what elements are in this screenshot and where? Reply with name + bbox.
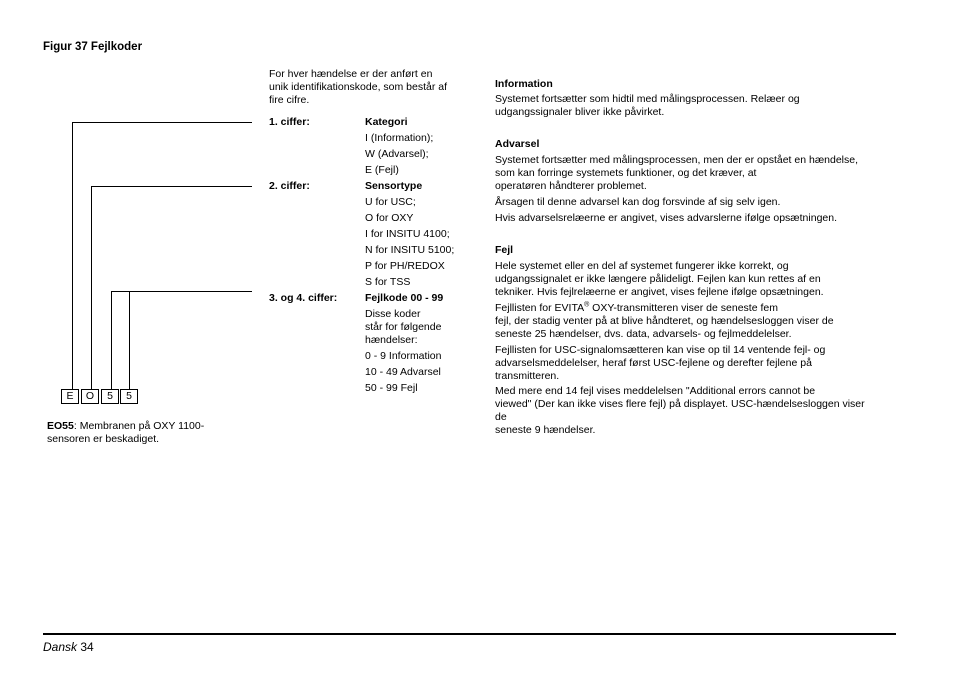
section-fejl-title: Fejl bbox=[495, 244, 514, 256]
row-1-label: 1. ciffer: bbox=[269, 116, 310, 128]
section-fejl-text bbox=[495, 302, 895, 341]
row-3-description: Disse koder står for følgende hændelser: bbox=[365, 308, 442, 346]
row-2-item: I for INSITU 4100; bbox=[365, 228, 450, 240]
connector-digit-3-vertical bbox=[111, 291, 112, 390]
example-caption bbox=[47, 420, 247, 446]
row-2-item: P for PH/REDOX bbox=[365, 260, 445, 272]
page-number: 34 bbox=[80, 640, 94, 654]
row-2-item: N for INSITU 5100; bbox=[365, 244, 455, 256]
section-advarsel-text: Hvis advarselsrelæerne er angivet, vises advarslerne ifølge opsætningen. bbox=[495, 212, 837, 224]
example-text: : Membranen på OXY 1100- sensoren er beskadiget. bbox=[47, 420, 205, 445]
section-advarsel-text: Systemet fortsætter med målingsprocessen, men der er opstået en hændelse, som kan forringe systemets funktioner, og det kræver, at operatøren håndterer problemet. bbox=[495, 154, 859, 192]
code-cell-3: 5 bbox=[101, 389, 119, 404]
fejl-p2-pre: Fejllisten for EVITA bbox=[495, 302, 585, 314]
connector-digit-2-vertical bbox=[91, 186, 92, 390]
footer-language: Dansk bbox=[43, 640, 78, 654]
connector-digit-2 bbox=[91, 186, 252, 187]
connector-digit-1-vertical bbox=[72, 122, 73, 390]
row-2-item: S for TSS bbox=[365, 276, 411, 288]
section-fejl-text: Hele systemet eller en del af systemet fungerer ikke korrekt, og udgangssignalet er ikke længere pålideligt. Fejlen kan kun rettes af en tekniker. Hvis fejlrelæerne er angivet, vises fejlene ifølge opsætningen. bbox=[495, 260, 824, 298]
code-cell-2: O bbox=[81, 389, 99, 404]
row-1-heading: Kategori bbox=[365, 116, 408, 128]
row-1-item: E (Fejl) bbox=[365, 164, 399, 176]
connector-digit-3-4 bbox=[111, 291, 252, 292]
row-3-item: 10 - 49 Advarsel bbox=[365, 366, 441, 378]
section-fejl-text: Fejllisten for USC-signalomsætteren kan vise op til 14 ventende fejl- og advarselsmeddelelser, heraf først USC-fejlene og derefter fejlene på transmitteren. bbox=[495, 344, 826, 382]
section-information-text: Systemet fortsætter som hidtil med målingsprocessen. Relæer og udgangssignaler bliver ikke påvirket. bbox=[495, 93, 800, 118]
row-2-heading: Sensortype bbox=[365, 180, 423, 192]
intro-text: For hver hændelse er der anført en unik identifikationskode, som består af fire cifre. bbox=[269, 68, 448, 106]
row-3-item: 0 - 9 Information bbox=[365, 350, 442, 362]
section-fejl-text: Med mere end 14 fejl vises meddelelsen "Additional errors cannot be viewed" (Der kan ikke vises flere fejl) på displayet. USC-hændelsesloggen viser de seneste 9 hændelser. bbox=[495, 385, 865, 436]
figure-title: Figur 37 Fejlkoder bbox=[43, 41, 143, 53]
code-cell-1: E bbox=[61, 389, 79, 404]
footer-rule bbox=[43, 633, 896, 635]
fejl-p2-post: OXY-transmitteren viser de seneste fem fejl, der stadig venter på at blive håndteret, og hændelsesloggen viser de seneste 25 hændelser, dvs. data, advarsels- og fejlmeddelelser. bbox=[495, 302, 834, 340]
section-advarsel-text: Årsagen til denne advarsel kan dog forsvinde af sig selv igen. bbox=[495, 196, 781, 208]
connector-digit-1 bbox=[72, 122, 252, 123]
row-3-heading: Fejlkode 00 - 99 bbox=[365, 292, 444, 304]
row-2-item: O for OXY bbox=[365, 212, 414, 224]
registered-mark: ® bbox=[584, 301, 590, 309]
code-cell-4: 5 bbox=[120, 389, 138, 404]
row-3-label: 3. og 4. ciffer: bbox=[269, 292, 338, 304]
section-information-title: Information bbox=[495, 78, 553, 90]
row-2-label: 2. ciffer: bbox=[269, 180, 310, 192]
row-3-item: 50 - 99 Fejl bbox=[365, 382, 418, 394]
footer bbox=[43, 640, 94, 654]
section-advarsel-title: Advarsel bbox=[495, 138, 540, 150]
row-1-item: W (Advarsel); bbox=[365, 148, 429, 160]
row-2-item: U for USC; bbox=[365, 196, 416, 208]
connector-digit-4-vertical bbox=[129, 291, 130, 390]
example-code: EO55 bbox=[47, 420, 74, 432]
row-1-item: I (Information); bbox=[365, 132, 434, 144]
